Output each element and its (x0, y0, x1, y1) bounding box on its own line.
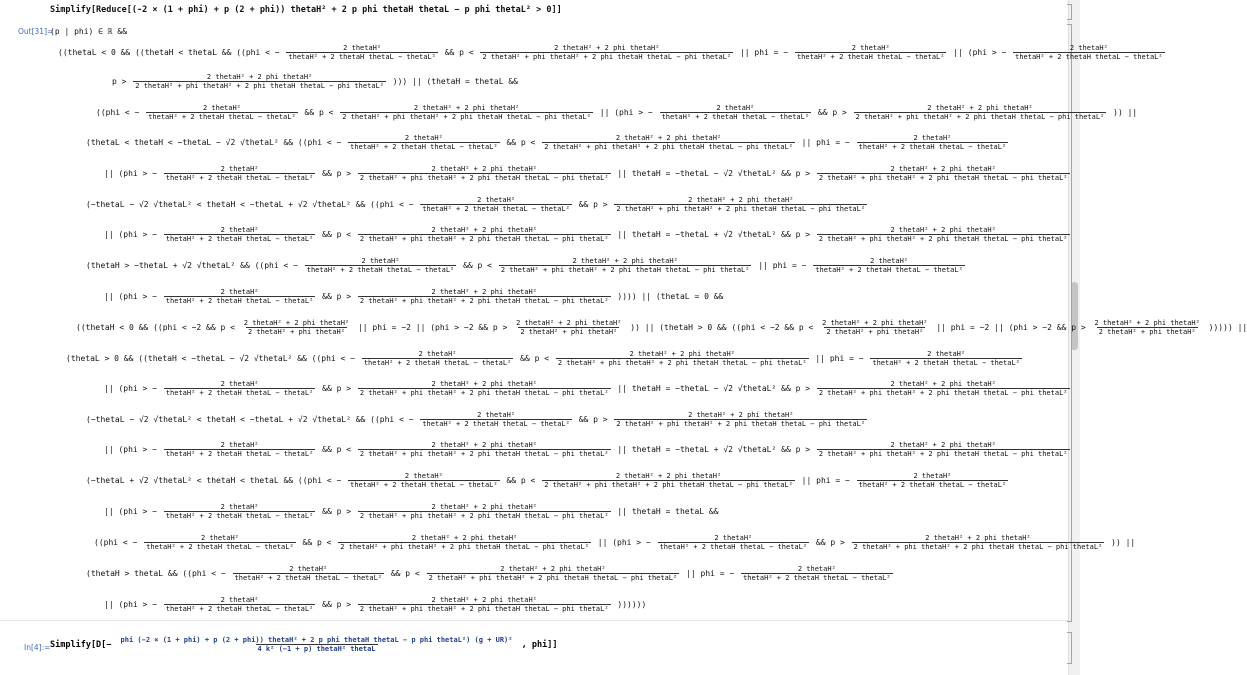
cell-separator (0, 620, 1069, 621)
result-row: (thetaH > thetaL && ((phi < − $\frac{\text{2 thetaH²}}{\text{thetaH² + 2 thetaH thetaL − thetaL²}}$ && p < $\frac{\text{2 thetaH² + 2 phi thetaH²}}{\text{2 thetaH² + phi thetaH² + 2 phi thetaH thetaL − phi thetaL²}}$ || phi = − $\frac{\text{2 thetaH²}}{\text{thetaH² + 2 thetaH thetaL − thetaL²}}$ (86, 565, 891, 582)
result-row: || (phi > − $\frac{\text{2 thetaH²}}{\text{thetaH² + 2 thetaH thetaL − thetaL²}}$ && p > $\frac{\text{2 thetaH² + 2 phi thetaH²}}{\text{2 thetaH² + phi thetaH² + 2 phi thetaH thetaL − phi thetaL²}}$ )))))) (104, 596, 647, 613)
result-row: p > $\frac{\text{2 thetaH² + 2 phi thetaH²}}{\text{2 thetaH² + phi thetaH² + 2 phi thetaH thetaL − phi thetaL²}}$ ))) || (thetaH = thetaL && (112, 73, 518, 90)
input-label: In[4]:= (24, 643, 51, 652)
result-row: ((thetaH < 0 && ((phi < −2 && p < $\frac{\text{2 thetaH² + 2 phi thetaH²}}{\text{2 thetaH² + phi thetaH²}}$ || phi = −2 || (phi > −2 && p > $\frac{\text{2 thetaH² + 2 phi thetaH²}}{\text{2 thetaH² + phi thetaH²}}$ )) || (thetaH > 0 && ((phi < −2 && p < $\frac{\text{2 thetaH² + 2 phi thetaH²}}{\text{2 thetaH² + phi thetaH²}}$ || phi = −2 || (phi > −2 && p > $\frac{\text{2 thetaH² + 2 phi thetaH²}}{\text{2 thetaH² + phi thetaH²}}$ ))))) || (76, 319, 1247, 336)
cell-bracket-input-4[interactable] (1067, 632, 1072, 664)
result-row: (thetaH > −thetaL + √2 √thetaL² && ((phi < − $\frac{\text{2 thetaH²}}{\text{thetaH² + 2 thetaH thetaL − thetaL²}}$ && p < $\frac{\text{2 thetaH² + 2 phi thetaH²}}{\text{2 thetaH² + phi thetaH² + 2 phi thetaH thetaL − phi thetaL²}}$ || phi = − $\frac{\text{2 thetaH²}}{\text{thetaH² + 2 thetaH thetaL − thetaL²}}$ (86, 257, 963, 274)
input-expression[interactable]: Simplify[Reduce[(-2 × (1 + phi) + p (2 + phi)) thetaH² + 2 p phi thetaH thetaL − p phi thetaL² > 0]] (50, 5, 562, 15)
output-label: Out[31]= (18, 27, 54, 36)
result-row: || (phi > − $\frac{\text{2 thetaH²}}{\text{thetaH² + 2 thetaH thetaL − thetaL²}}$ && p > $\frac{\text{2 thetaH² + 2 phi thetaH²}}{\text{2 thetaH² + phi thetaH² + 2 phi thetaH thetaL − phi thetaL²}}$ || thetaH = thetaL && (104, 503, 719, 520)
result-row: (−thetaL + √2 √thetaL² < thetaH < thetaL && ((phi < − $\frac{\text{2 thetaH²}}{\text{thetaH² + 2 thetaH thetaL − thetaL²}}$ && p < $\frac{\text{2 thetaH² + 2 phi thetaH²}}{\text{2 thetaH² + phi thetaH² + 2 phi thetaH thetaL − phi thetaL²}}$ || phi = − $\frac{\text{2 thetaH²}}{\text{thetaH² + 2 thetaH thetaL − thetaL²}}$ (86, 472, 1007, 489)
result-row: || (phi > − $\frac{\text{2 thetaH²}}{\text{thetaH² + 2 thetaH thetaL − thetaL²}}$ && p > $\frac{\text{2 thetaH² + 2 phi thetaH²}}{\text{2 thetaH² + phi thetaH² + 2 phi thetaH thetaL − phi thetaL²}}$ || thetaH = −thetaL − √2 √thetaL² && p > $\frac{\text{2 thetaH² + 2 phi thetaH²}}{\text{2 thetaH² + phi thetaH² + 2 phi thetaH thetaL − phi thetaL²}}$ (104, 380, 1068, 397)
result-row: || (phi > − $\frac{\text{2 thetaH²}}{\text{thetaH² + 2 thetaH thetaL − thetaL²}}$ && p > $\frac{\text{2 thetaH² + 2 phi thetaH²}}{\text{2 thetaH² + phi thetaH² + 2 phi thetaH thetaL − phi thetaL²}}$ || thetaH = −thetaL − √2 √thetaL² && p > $\frac{\text{2 thetaH² + 2 phi thetaH²}}{\text{2 thetaH² + phi thetaH² + 2 phi thetaH thetaL − phi thetaL²}}$ (104, 165, 1068, 182)
result-row: (−thetaL − √2 √thetaL² < thetaH < −thetaL + √2 √thetaL² && ((phi < − $\frac{\text{2 thetaH²}}{\text{thetaH² + 2 thetaH thetaL − thetaL²}}$ && p > $\frac{\text{2 thetaH² + 2 phi thetaH²}}{\text{2 thetaH² + phi thetaH² + 2 phi thetaH thetaL − phi thetaL²}}$ (86, 411, 866, 428)
result-row: || (phi > − $\frac{\text{2 thetaH²}}{\text{thetaH² + 2 thetaH thetaL − thetaL²}}$ && p < $\frac{\text{2 thetaH² + 2 phi thetaH²}}{\text{2 thetaH² + phi thetaH² + 2 phi thetaH thetaL − phi thetaL²}}$ || thetaH = −thetaL + √2 √thetaL² && p > $\frac{\text{2 thetaH² + 2 phi thetaH²}}{\text{2 thetaH² + phi thetaH² + 2 phi thetaH thetaL − phi thetaL²}}$ (104, 441, 1068, 458)
output-head: (p | phi) ∈ ℝ && (50, 27, 128, 36)
result-row: ((thetaL < 0 && ((thetaH < thetaL && ((phi < − $\frac{\text{2 thetaH²}}{\text{thetaH² + 2 thetaH thetaL − thetaL²}}$ && p < $\frac{\text{2 thetaH² + 2 phi thetaH²}}{\text{2 thetaH² + phi thetaH² + 2 phi thetaH thetaL − phi thetaL²}}$ || phi = − $\frac{\text{2 thetaH²}}{\text{thetaH² + 2 thetaH thetaL − thetaL²}}$ || (phi > − $\frac{\text{2 thetaH²}}{\text{thetaH² + 2 thetaH thetaL − thetaL²}}$ (58, 44, 1163, 61)
result-row: (−thetaL − √2 √thetaL² < thetaH < −thetaL + √2 √thetaL² && ((phi < − $\frac{\text{2 thetaH²}}{\text{thetaH² + 2 thetaH thetaL − thetaL²}}$ && p > $\frac{\text{2 thetaH² + 2 phi thetaH²}}{\text{2 thetaH² + phi thetaH² + 2 phi thetaH thetaL − phi thetaL²}}$ (86, 196, 866, 213)
result-row: (thetaL > 0 && ((thetaH < −thetaL − √2 √thetaL² && ((phi < − $\frac{\text{2 thetaH²}}{\text{thetaH² + 2 thetaH thetaL − thetaL²}}$ && p < $\frac{\text{2 thetaH² + 2 phi thetaH²}}{\text{2 thetaH² + phi thetaH² + 2 phi thetaH thetaL − phi thetaL²}}$ || phi = − $\frac{\text{2 thetaH²}}{\text{thetaH² + 2 thetaH thetaL − thetaL²}}$ (66, 350, 1020, 367)
cell-bracket-input[interactable] (1067, 4, 1072, 20)
input-4-expression[interactable]: Simplify[D[− phi (−2 × (1 + phi) + p (2 + phi)) thetaH² + 2 p phi thetaH thetaL − p phi thetaL²) (g + UR)² 4 k² (−1 + p) thetaH² thetaL , phi]] (50, 636, 558, 653)
result-row: ((phi < − $\frac{\text{2 thetaH²}}{\text{thetaH² + 2 thetaH thetaL − thetaL²}}$ && p < $\frac{\text{2 thetaH² + 2 phi thetaH²}}{\text{2 thetaH² + phi thetaH² + 2 phi thetaH thetaL − phi thetaL²}}$ || (phi > − $\frac{\text{2 thetaH²}}{\text{thetaH² + 2 thetaH thetaL − thetaL²}}$ && p > $\frac{\text{2 thetaH² + 2 phi thetaH²}}{\text{2 thetaH² + phi thetaH² + 2 phi thetaH thetaL − phi thetaL²}}$ )) || (94, 534, 1136, 551)
result-row: (thetaL < thetaH < −thetaL − √2 √thetaL² && ((phi < − $\frac{\text{2 thetaH²}}{\text{thetaH² + 2 thetaH thetaL − thetaL²}}$ && p < $\frac{\text{2 thetaH² + 2 phi thetaH²}}{\text{2 thetaH² + phi thetaH² + 2 phi thetaH thetaL − phi thetaL²}}$ || phi = − $\frac{\text{2 thetaH²}}{\text{thetaH² + 2 thetaH thetaL − thetaL²}}$ (86, 134, 1007, 151)
scrollbar-thumb[interactable] (1071, 282, 1078, 350)
result-row: || (phi > − $\frac{\text{2 thetaH²}}{\text{thetaH² + 2 thetaH thetaL − thetaL²}}$ && p > $\frac{\text{2 thetaH² + 2 phi thetaH²}}{\text{2 thetaH² + phi thetaH² + 2 phi thetaH thetaL − phi thetaL²}}$ )))) || (thetaL = 0 && (104, 288, 724, 305)
result-row: ((phi < − $\frac{\text{2 thetaH²}}{\text{thetaH² + 2 thetaH thetaL − thetaL²}}$ && p < $\frac{\text{2 thetaH² + 2 phi thetaH²}}{\text{2 thetaH² + phi thetaH² + 2 phi thetaH thetaL − phi thetaL²}}$ || (phi > − $\frac{\text{2 thetaH²}}{\text{thetaH² + 2 thetaH thetaL − thetaL²}}$ && p > $\frac{\text{2 thetaH² + 2 phi thetaH²}}{\text{2 thetaH² + phi thetaH² + 2 phi thetaH thetaL − phi thetaL²}}$ )) || (96, 104, 1138, 121)
result-row: || (phi > − $\frac{\text{2 thetaH²}}{\text{thetaH² + 2 thetaH thetaL − thetaL²}}$ && p < $\frac{\text{2 thetaH² + 2 phi thetaH²}}{\text{2 thetaH² + phi thetaH² + 2 phi thetaH thetaL − phi thetaL²}}$ || thetaH = −thetaL + √2 √thetaL² && p > $\frac{\text{2 thetaH² + 2 phi thetaH²}}{\text{2 thetaH² + phi thetaH² + 2 phi thetaH thetaL − phi thetaL²}}$ (104, 226, 1068, 243)
